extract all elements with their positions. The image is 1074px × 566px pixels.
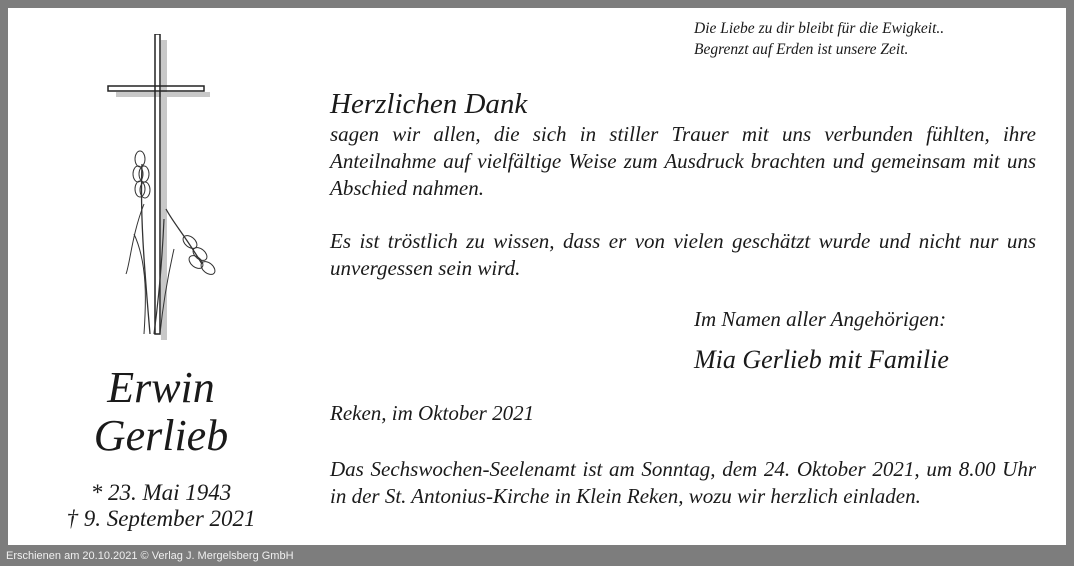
death-date: † 9. September 2021 [66, 506, 256, 531]
deceased-name [8, 364, 314, 460]
last-name: Gerlieb [93, 411, 229, 460]
place-date: Reken, im Oktober 2021 [330, 401, 535, 425]
birth-date: * 23. Mai 1943 [90, 480, 232, 505]
thanks-heading: Herzlichen Dank [330, 88, 528, 120]
life-dates [8, 480, 314, 532]
publication-footer: Erschienen am 20.10.2021 © Verlag J. Mergelsberg GmbH [6, 550, 294, 562]
first-name: Erwin [107, 363, 215, 412]
thanks-paragraph-1: sagen wir allen, die sich in stiller Trauer mit uns verbunden fühlten, ihre Anteilnahme auf vielfältige Weise zum Ausdruck brachten und gemeinsam mit uns Abschied nahmen. [330, 122, 1036, 200]
motto-line-2: Begrenzt auf Erden ist unsere Zeit. [694, 41, 909, 58]
service-notice: Das Sechswochen-Seelenamt ist am Sonntag, dem 24. Oktober 2021, um 8.00 Uhr in der St. Antonius-Kirche in Klein Reken, wozu wir herzlich einladen. [330, 457, 1036, 508]
family-signature: Mia Gerlieb mit Familie [694, 345, 949, 374]
thanks-paragraph-2: Es ist tröstlich zu wissen, dass er von vielen geschätzt wurde und nicht nur uns unvergessen sein wird. [330, 229, 1036, 280]
on-behalf-line: Im Namen aller Angehörigen: [694, 307, 947, 331]
obituary-card [8, 8, 1066, 545]
cross-with-wheat-icon [104, 34, 228, 349]
motto-verse [694, 18, 944, 60]
motto-line-1: Die Liebe zu dir bleibt für die Ewigkeit.. [694, 20, 945, 37]
